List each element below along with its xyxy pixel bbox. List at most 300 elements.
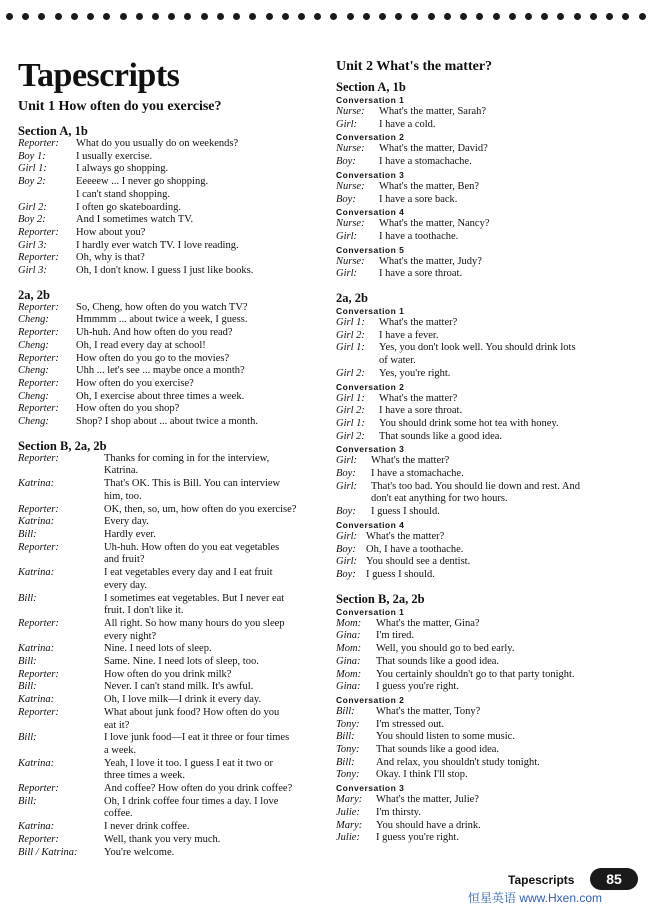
speaker-name: Girl 3:	[18, 265, 47, 277]
dialogue-line	[18, 252, 320, 265]
speaker-name: Bill:	[18, 656, 37, 668]
script-section	[336, 291, 636, 582]
speaker-name: Tony:	[336, 744, 360, 756]
dialogue-line	[336, 181, 636, 194]
dialogue-line	[18, 656, 320, 669]
dialogue-line	[336, 106, 636, 119]
script-section	[18, 439, 320, 860]
speaker-name	[18, 580, 104, 593]
dialogue-text: How often do you drink milk?	[104, 668, 232, 680]
dialogue-line	[18, 834, 320, 847]
script-section	[336, 592, 636, 845]
page-number-badge: 85	[590, 868, 638, 890]
dot-bullet	[590, 13, 597, 20]
dialogue-text: I'm stressed out.	[376, 718, 445, 730]
dialogue-text: of water.	[379, 355, 416, 367]
dialogue-text: Well, you should go to bed early.	[376, 643, 515, 655]
dialogue-text: I'm tired.	[376, 630, 415, 642]
dialogue-line	[18, 340, 320, 353]
speaker-name: Nurse:	[336, 180, 365, 192]
speaker-name: Reporter:	[18, 503, 59, 515]
speaker-name: Mary:	[336, 819, 363, 831]
dialogue-text: What's the matter, Nancy?	[379, 218, 490, 230]
speaker-name: Reporter:	[18, 403, 59, 415]
dialogue-text: And I sometimes watch TV.	[76, 214, 194, 226]
speaker-name: Girl 1:	[336, 342, 365, 354]
dialogue-text: And relax, you shouldn't study tonight.	[376, 756, 540, 768]
dialogue-line	[336, 330, 636, 343]
speaker-name: Katrina:	[18, 694, 55, 706]
dialogue-text: Uh-huh. And how often do you read?	[76, 327, 233, 339]
dialogue-line	[18, 732, 320, 745]
dialogue-line	[336, 143, 636, 156]
speaker-name: Reporter:	[18, 706, 59, 718]
speaker-name: Girl 1:	[18, 163, 47, 175]
speaker-name: Katrina:	[18, 757, 55, 769]
dialogue-text: How about you?	[76, 226, 146, 238]
dialogue-line	[336, 769, 636, 782]
decorative-dot-border	[6, 9, 646, 23]
dot-bullet	[87, 13, 94, 20]
dialogue-line	[336, 405, 636, 418]
dialogue-text: eat it?	[104, 719, 130, 731]
section-heading: Section A, 1b	[336, 80, 406, 94]
dialogue-text: him, too.	[104, 490, 142, 502]
dot-bullet	[136, 13, 143, 20]
unit-2-title: Unit 2 What's the matter?	[336, 59, 493, 74]
dialogue-text: I hardly ever watch TV. I love reading.	[76, 239, 239, 251]
dialogue-line	[336, 794, 636, 807]
dialogue-line	[18, 631, 320, 644]
section-heading: Section A, 1b	[18, 124, 88, 138]
dialogue-line	[336, 468, 636, 481]
dot-bullet	[411, 13, 418, 20]
conversation-label: Conversation 4	[336, 207, 405, 218]
speaker-name: Boy:	[336, 568, 356, 580]
dot-bullet	[574, 13, 581, 20]
speaker-name	[18, 720, 104, 733]
dialogue-text: I eat vegetables every day and I eat fruit	[104, 567, 273, 579]
conversation-label: Conversation 3	[336, 444, 405, 455]
speaker-name: Boy 1:	[18, 150, 46, 162]
dialogue-text: What's the matter, Judy?	[379, 255, 482, 267]
dialogue-line	[336, 317, 636, 330]
conversation-label: Conversation 3	[336, 783, 405, 794]
speaker-name: Girl 1:	[336, 417, 365, 429]
dialogue-line	[336, 393, 636, 406]
dialogue-text: coffee.	[104, 808, 133, 820]
dialogue-line	[18, 681, 320, 694]
speaker-name: Boy 2:	[18, 214, 46, 226]
speaker-name: Bill:	[336, 731, 355, 743]
dot-bullet	[55, 13, 62, 20]
script-section	[18, 288, 320, 429]
dot-bullet	[557, 13, 564, 20]
speaker-name: Reporter:	[18, 138, 59, 149]
dialogue-text: What's the matter, Sarah?	[379, 106, 487, 117]
dialogue-line	[18, 353, 320, 366]
dialogue-text: Hmmmm ... about twice a week, I guess.	[76, 314, 248, 326]
dialogue-text: I have a cold.	[379, 118, 436, 130]
dialogue-text: How often do you shop?	[76, 403, 180, 415]
dot-bullet	[428, 13, 435, 20]
speaker-name: Nurse:	[336, 255, 365, 267]
script-section	[18, 124, 320, 278]
page-title: Tapescripts	[18, 57, 180, 94]
dialogue-text: Oh, I drink coffee four times a day. I love	[104, 795, 279, 807]
footer-title: Tapescripts	[508, 873, 575, 887]
section-heading: Section B, 2a, 2b	[336, 591, 425, 606]
speaker-name: Katrina:	[18, 567, 55, 579]
speaker-name: Cheng:	[18, 339, 49, 351]
dialogue-line	[336, 368, 636, 381]
speaker-name: Mom:	[336, 617, 362, 629]
dialogue-text: I have a stomachache.	[379, 156, 472, 168]
dot-bullet	[6, 13, 13, 20]
dialogue-line	[18, 618, 320, 631]
dialogue-text: What's the matter?	[366, 530, 445, 542]
conversation-label: Conversation 2	[336, 381, 405, 392]
dialogue-text: You should drink some hot tea with honey.	[379, 417, 559, 429]
section-heading: 2a, 2b	[18, 287, 50, 302]
dialogue-line	[336, 832, 636, 845]
dialogue-text: don't eat anything for two hours.	[371, 493, 508, 505]
dialogue-text: OK, then, so, um, how often do you exercise?	[104, 503, 297, 515]
dialogue-line	[336, 493, 636, 506]
dialogue-line	[18, 163, 320, 176]
conversation-label: Conversation 4	[336, 519, 405, 530]
dialogue-line	[336, 355, 636, 368]
speaker-name: Gina:	[336, 681, 361, 693]
dialogue-line	[336, 194, 636, 207]
dialogue-line	[18, 847, 320, 860]
conversation-label: Conversation 2	[336, 694, 405, 705]
conversation-label: Conversation 2	[336, 132, 405, 143]
dialogue-line	[18, 403, 320, 416]
unit-1-sections	[18, 124, 320, 859]
dialogue-line	[336, 643, 636, 656]
dialogue-text: I never drink coffee.	[104, 821, 190, 833]
speaker-name: Gina:	[336, 655, 361, 667]
dialogue-line	[336, 706, 636, 719]
speaker-name: Bill:	[18, 528, 37, 540]
dialogue-text: What's the matter?	[379, 317, 458, 329]
dialogue-text: I often go skateboarding.	[76, 201, 181, 213]
speaker-name: Girl:	[336, 530, 357, 542]
dialogue-line	[336, 156, 636, 169]
speaker-name: Tony:	[336, 769, 360, 781]
dialogue-text: What's the matter, Tony?	[376, 705, 481, 717]
dialogue-text: I always go shopping.	[76, 163, 169, 175]
speaker-name: Girl:	[336, 455, 357, 467]
speaker-name: Bill:	[18, 732, 37, 744]
speaker-name: Boy 2:	[18, 176, 46, 188]
unit-1-title: Unit 1 How often do you exercise?	[18, 99, 222, 114]
speaker-name: Cheng:	[18, 365, 49, 377]
dialogue-text: All right. So how many hours do you sleep	[104, 617, 285, 629]
dialogue-line	[18, 327, 320, 340]
section-gap	[18, 429, 320, 435]
dialogue-text: Nine. I need lots of sleep.	[104, 643, 212, 655]
dialogue-line	[18, 720, 320, 733]
speaker-name: Reporter:	[18, 252, 59, 264]
speaker-name: Reporter:	[18, 352, 59, 364]
dialogue-line	[18, 189, 320, 202]
speaker-name: Bill:	[18, 681, 37, 693]
conversation-label: Conversation 1	[336, 306, 405, 317]
dialogue-line	[18, 567, 320, 580]
dialogue-line	[18, 214, 320, 227]
speaker-name: Mom:	[336, 668, 362, 680]
dialogue-line	[336, 342, 636, 355]
speaker-name: Cheng:	[18, 390, 49, 402]
speaker-name: Bill:	[18, 592, 37, 604]
dialogue-line	[336, 681, 636, 694]
dot-bullet	[363, 13, 370, 20]
speaker-name: Reporter:	[18, 301, 59, 313]
dialogue-text: Never. I can't stand milk. It's awful.	[104, 681, 254, 693]
dialogue-text: That's too bad. You should lie down and rest. And	[371, 480, 580, 492]
dialogue-text: I can't stand shopping.	[76, 188, 171, 200]
speaker-name	[336, 355, 379, 368]
dialogue-line	[18, 240, 320, 253]
dialogue-text: I guess you're right.	[376, 832, 459, 844]
dialogue-line	[18, 302, 320, 315]
dialogue-text: Well, thank you very much.	[104, 833, 221, 845]
speaker-name: Katrina:	[18, 478, 55, 490]
dialogue-text: I have a toothache.	[379, 230, 459, 242]
dialogue-text: How often do you go to the movies?	[76, 352, 230, 364]
dialogue-text: What's the matter, Gina?	[376, 617, 480, 629]
dialogue-text: That sounds like a good idea.	[376, 655, 500, 667]
dot-bullet	[168, 13, 175, 20]
dialogue-text: What about junk food? How often do you	[104, 706, 280, 718]
dialogue-text: three times a week.	[104, 770, 186, 782]
speaker-name: Reporter:	[18, 452, 59, 464]
left-column	[18, 56, 320, 859]
speaker-name	[18, 808, 104, 821]
speaker-name: Bill:	[18, 795, 37, 807]
dialogue-text: I'm thirsty.	[376, 806, 421, 818]
dot-bullet	[38, 13, 45, 20]
dialogue-text: Hardly ever.	[104, 528, 156, 540]
dot-bullet	[282, 13, 289, 20]
section-gap	[336, 582, 636, 588]
dialogue-line	[18, 465, 320, 478]
dialogue-text: Oh, I love milk—I drink it every day.	[104, 694, 262, 706]
dialogue-text: Yeah, I love it too. I guess I eat it two or	[104, 757, 273, 769]
dialogue-line	[18, 453, 320, 466]
section-gap	[18, 278, 320, 284]
speaker-name	[18, 491, 104, 504]
speaker-name: Mom:	[336, 643, 362, 655]
speaker-name: Nurse:	[336, 143, 365, 155]
dialogue-line	[18, 378, 320, 391]
speaker-name: Girl 3:	[18, 239, 47, 251]
speaker-name	[18, 745, 104, 758]
dialogue-line	[336, 807, 636, 820]
speaker-name: Girl 2:	[336, 367, 365, 379]
dialogue-line	[18, 365, 320, 378]
dot-bullet	[395, 13, 402, 20]
dot-bullet	[330, 13, 337, 20]
dot-bullet	[509, 13, 516, 20]
speaker-name: Girl 2:	[336, 405, 365, 417]
dialogue-text: You should listen to some music.	[376, 731, 515, 743]
dialogue-line	[336, 481, 636, 494]
dialogue-text: Uhh ... let's see ... maybe once a month?	[76, 365, 245, 377]
dialogue-text: You should see a dentist.	[366, 556, 471, 568]
dialogue-text: I have a sore back.	[379, 193, 458, 205]
dialogue-text: Oh, why is that?	[76, 252, 145, 264]
dialogue-line	[336, 119, 636, 132]
dialogue-text: fruit. I don't like it.	[104, 605, 184, 617]
speaker-name: Girl:	[336, 556, 357, 568]
dialogue-text: I love junk food—I eat it three or four times	[104, 732, 290, 744]
dialogue-text: You're welcome.	[104, 846, 175, 858]
dot-bullet	[249, 13, 256, 20]
conversation-label: Conversation 5	[336, 244, 405, 255]
speaker-name: Katrina:	[18, 821, 55, 833]
dot-bullet	[152, 13, 159, 20]
dialogue-text: Shop? I shop about ... about twice a month.	[76, 416, 258, 428]
dialogue-line	[336, 418, 636, 431]
dialogue-line	[336, 268, 636, 281]
dialogue-text: That's OK. This is Bill. You can interview	[104, 478, 281, 490]
dot-bullet	[22, 13, 29, 20]
dialogue-line	[18, 745, 320, 758]
section-heading: 2a, 2b	[336, 291, 368, 306]
dialogue-line	[336, 506, 636, 519]
speaker-name: Boy:	[336, 468, 356, 480]
speaker-name: Boy:	[336, 543, 356, 555]
dialogue-text: I sometimes eat vegetables. But I never eat	[104, 592, 285, 604]
speaker-name: Reporter:	[18, 327, 59, 339]
watermark-text: 恒星英语 www.Hxen.com	[468, 891, 603, 905]
speaker-name: Girl 2:	[18, 201, 47, 213]
dialogue-line	[18, 669, 320, 682]
dot-bullet	[314, 13, 321, 20]
dialogue-line	[336, 431, 636, 444]
speaker-name	[18, 770, 104, 783]
dialogue-line	[18, 151, 320, 164]
dialogue-line	[18, 227, 320, 240]
dialogue-text: What's the matter, Julie?	[376, 794, 479, 806]
dialogue-text: So, Cheng, how often do you watch TV?	[76, 301, 248, 313]
speaker-name: Girl:	[336, 268, 357, 280]
speaker-name: Cheng:	[18, 416, 49, 428]
speaker-name: Reporter:	[18, 783, 59, 795]
speaker-name: Girl 2:	[336, 430, 365, 442]
speaker-name: Katrina:	[18, 516, 55, 528]
speaker-name: Nurse:	[336, 218, 365, 230]
dot-bullet	[639, 13, 646, 20]
dialogue-line	[18, 516, 320, 529]
right-column	[336, 58, 636, 845]
speaker-name: Julie:	[336, 806, 360, 818]
section-heading: Section B, 2a, 2b	[18, 438, 107, 453]
speaker-name	[18, 631, 104, 644]
dot-bullet	[525, 13, 532, 20]
speaker-name: Girl 1:	[336, 317, 365, 329]
dialogue-text: I guess you're right.	[376, 681, 459, 693]
speaker-name: Girl:	[336, 118, 357, 130]
dialogue-line	[18, 554, 320, 567]
dialogue-text: I guess I should.	[371, 506, 440, 518]
dialogue-line	[336, 719, 636, 732]
dialogue-line	[18, 783, 320, 796]
dialogue-text: That sounds like a good idea.	[376, 744, 500, 756]
dialogue-line	[336, 231, 636, 244]
dialogue-line	[18, 770, 320, 783]
script-section	[336, 80, 636, 281]
dialogue-text: Same. Nine. I need lots of sleep, too.	[104, 656, 259, 668]
speaker-name: Bill:	[336, 705, 355, 717]
dot-bullet	[460, 13, 467, 20]
speaker-name: Gina:	[336, 630, 361, 642]
speaker-name: Reporter:	[18, 668, 59, 680]
dialogue-text: every day.	[104, 579, 148, 591]
speaker-name: Reporter:	[18, 377, 59, 389]
dot-bullet	[622, 13, 629, 20]
dialogue-line	[18, 478, 320, 491]
dialogue-line	[18, 796, 320, 809]
dot-bullet	[493, 13, 500, 20]
speaker-name: Katrina:	[18, 643, 55, 655]
dialogue-line	[336, 569, 636, 582]
dialogue-line	[18, 504, 320, 517]
section-gap	[336, 281, 636, 287]
dialogue-line	[18, 707, 320, 720]
speaker-name: Reporter:	[18, 833, 59, 845]
dialogue-line	[336, 544, 636, 557]
speaker-name: Julie:	[336, 832, 360, 844]
dialogue-text: Oh, I have a toothache.	[366, 543, 464, 555]
dialogue-line	[336, 618, 636, 631]
dialogue-line	[18, 821, 320, 834]
dialogue-line	[336, 731, 636, 744]
dialogue-line	[18, 605, 320, 618]
speaker-name: Girl:	[336, 480, 357, 492]
speaker-name	[336, 493, 371, 506]
dialogue-text: and fruit?	[104, 554, 145, 566]
dialogue-text: How often do you exercise?	[76, 377, 194, 389]
speaker-name: Girl 1:	[336, 392, 365, 404]
speaker-name: Boy:	[336, 506, 356, 518]
speaker-name	[18, 554, 104, 567]
speaker-name: Girl 2:	[336, 329, 365, 341]
dialogue-line	[336, 556, 636, 569]
dialogue-text: I usually exercise.	[76, 150, 153, 162]
dot-bullet	[103, 13, 110, 20]
dialogue-text: Yes, you don't look well. You should drink lots	[379, 342, 576, 354]
dialogue-line	[336, 455, 636, 468]
dialogue-line	[18, 808, 320, 821]
dialogue-text: And coffee? How often do you drink coffee?	[104, 783, 293, 795]
dialogue-line	[336, 531, 636, 544]
dot-bullet	[606, 13, 613, 20]
dialogue-line	[18, 202, 320, 215]
speaker-name: Tony:	[336, 718, 360, 730]
dialogue-text: Eeeeew ... I never go shopping.	[76, 176, 209, 188]
dot-bullet	[347, 13, 354, 20]
dot-bullet	[266, 13, 273, 20]
speaker-name: Reporter:	[18, 541, 59, 553]
dialogue-text: What's the matter, David?	[379, 143, 488, 155]
dot-bullet	[233, 13, 240, 20]
dot-bullet	[541, 13, 548, 20]
dialogue-line	[18, 176, 320, 189]
